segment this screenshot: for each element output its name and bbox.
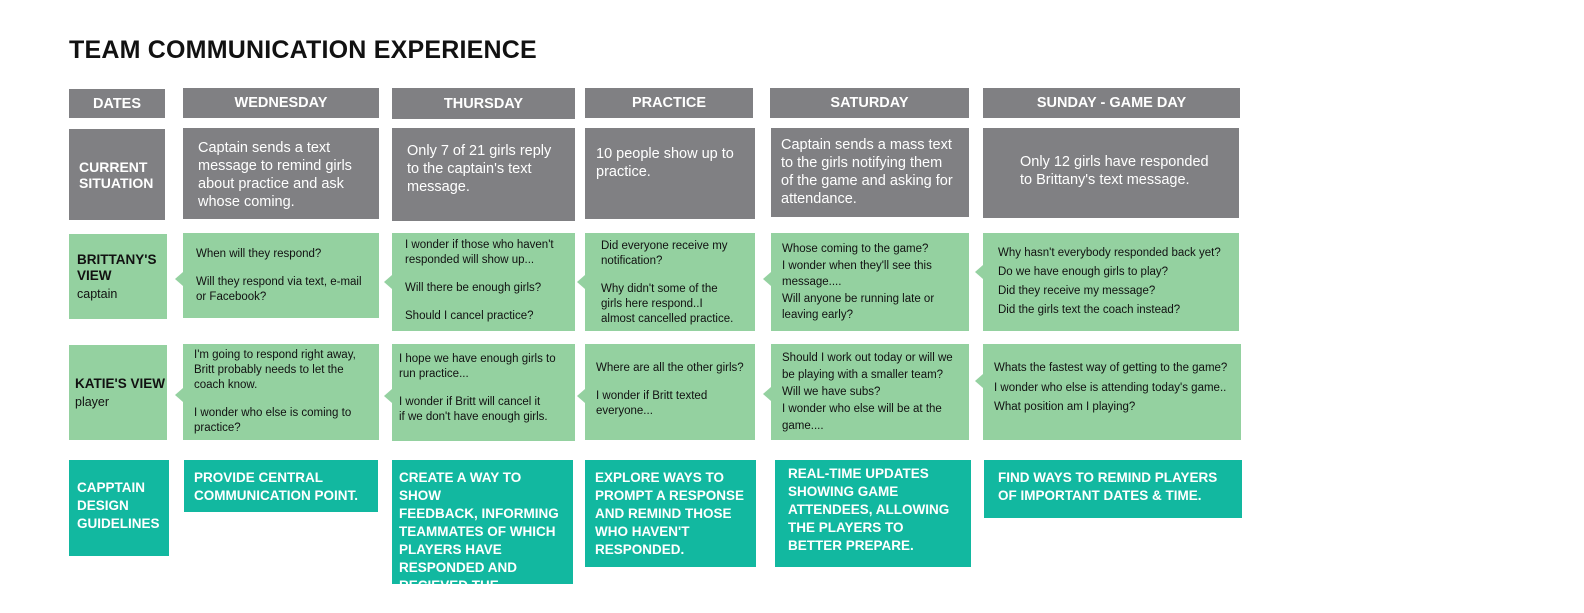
text-line: I wonder when they'll see this xyxy=(782,259,932,272)
text-line: Will they respond via text, e-mail xyxy=(196,276,362,288)
text-line: Only 12 girls have responded xyxy=(1020,154,1209,170)
text-line: PROVIDE CENTRAL xyxy=(194,470,324,485)
row-label-katies-view xyxy=(69,345,167,440)
text-line: Will we have subs? xyxy=(782,386,881,398)
current-practice xyxy=(585,128,755,219)
header-dates-label: DATES xyxy=(92,95,142,112)
text-line: Will anyone be running late or xyxy=(782,292,935,305)
text-line: Did they receive my message? xyxy=(998,285,1156,297)
text-line: whose coming. xyxy=(198,194,295,210)
text-line: What position am I playing? xyxy=(994,401,1136,413)
brittany-sunday xyxy=(983,233,1239,331)
katie-wednesday xyxy=(183,344,379,440)
text-line: Captain sends a mass text xyxy=(781,137,952,153)
text-line: FIND WAYS TO REMIND PLAYERS xyxy=(998,470,1218,485)
current-thursday xyxy=(392,128,575,221)
text-line: Should I cancel practice? xyxy=(405,310,534,322)
text-line: SHOWING GAME xyxy=(788,484,899,499)
text-line: message. xyxy=(407,179,470,195)
header-thursday xyxy=(392,88,575,119)
pointer-arrow-icon xyxy=(577,389,585,403)
text-line: message.... xyxy=(782,276,842,288)
text-line: I wonder who else will be at the xyxy=(782,403,942,415)
text-line: of the game and asking for xyxy=(781,173,953,189)
pointer-arrow-icon xyxy=(175,272,183,286)
row-label-line: GUIDELINES xyxy=(77,516,160,531)
text-line: Whats the fastest way of getting to the game? xyxy=(994,362,1228,374)
header-practice xyxy=(585,88,753,118)
text-line: about practice and ask xyxy=(198,176,344,192)
header-wednesday xyxy=(183,88,379,118)
header-saturday xyxy=(770,88,969,118)
text-line: leaving early? xyxy=(782,309,853,321)
row-label-line: BRITTANY'S xyxy=(77,251,157,267)
text-line: AND REMIND THOSE xyxy=(595,506,732,521)
pointer-arrow-icon xyxy=(763,272,771,286)
text-line: Britt probably needs to let the xyxy=(194,364,344,376)
guideline-practice xyxy=(585,460,756,567)
row-label-line: DESIGN xyxy=(77,498,129,513)
text-line: I wonder if those who haven't xyxy=(405,239,554,251)
text-line: Why hasn't everybody responded back yet? xyxy=(998,247,1221,259)
text-line: REAL-TIME UPDATES xyxy=(788,466,929,481)
text-line: Do we have enough girls to play? xyxy=(998,266,1169,278)
text-line: coach know. xyxy=(194,379,258,391)
row-label-line: KATIE'S VIEW xyxy=(75,375,165,391)
text-line: PLAYERS HAVE xyxy=(399,542,502,557)
text-line: Captain sends a text xyxy=(198,140,331,156)
text-line: COMMUNICATION POINT. xyxy=(194,488,358,503)
pointer-arrow-icon xyxy=(384,275,392,289)
header-sunday xyxy=(983,88,1240,118)
pointer-arrow-icon xyxy=(384,389,392,403)
text-line: be playing with a smaller team? xyxy=(782,369,944,381)
row-label-line: SITUATION xyxy=(79,174,154,191)
pointer-arrow-icon xyxy=(175,388,183,402)
text-line: Did the girls text the coach instead? xyxy=(998,304,1181,316)
pointer-arrow-icon xyxy=(975,265,983,279)
guideline-saturday xyxy=(775,460,971,567)
pointer-arrow-icon xyxy=(577,275,585,289)
header-sunday-label: SUNDAY - GAME DAY xyxy=(1036,95,1187,111)
current-sunday xyxy=(983,128,1239,218)
text-line: OF IMPORTANT DATES & TIME. xyxy=(998,488,1202,503)
text-line: WHO HAVEN'T xyxy=(595,524,690,539)
text-line: I wonder who else is attending today's game.. xyxy=(994,381,1227,394)
text-line: RECIEVED THE MESSAGE. xyxy=(399,578,499,611)
text-line: TEAMMATES OF WHICH xyxy=(399,524,556,539)
header-wednesday-label: WEDNESDAY xyxy=(234,95,328,111)
text-line: girls here respond..I xyxy=(601,298,703,310)
text-line: Should I work out today or will we xyxy=(782,352,953,364)
text-line: or Facebook? xyxy=(196,291,267,303)
text-line: Only 7 of 21 girls reply xyxy=(407,143,552,159)
text-line: THE PLAYERS TO xyxy=(788,520,904,535)
text-line: almost cancelled practice. xyxy=(601,313,734,325)
text-line: if we don't have enough girls. xyxy=(399,411,548,423)
pointer-arrow-icon xyxy=(975,374,983,388)
text-line: I'm going to respond right away, xyxy=(194,349,356,361)
text-line: to the captain's text xyxy=(407,161,532,177)
guideline-sunday xyxy=(984,460,1242,518)
header-dates xyxy=(69,89,165,118)
text-line: Will there be enough girls? xyxy=(405,282,542,294)
text-line: I hope we have enough girls to xyxy=(399,353,556,365)
brittany-wednesday xyxy=(183,233,379,318)
text-line: practice. xyxy=(596,164,651,180)
katie-thursday xyxy=(392,344,575,441)
current-wednesday xyxy=(183,128,379,219)
text-line: message to remind girls xyxy=(198,158,352,174)
text-line: EXPLORE WAYS TO xyxy=(595,470,725,485)
header-thursday-label: THURSDAY xyxy=(443,95,524,112)
row-sublabel: player xyxy=(75,394,110,409)
text-line: FEEDBACK, INFORMING xyxy=(399,506,559,521)
text-line: BETTER PREPARE. xyxy=(788,538,914,553)
page-title: TEAM COMMUNICATION EXPERIENCE xyxy=(69,36,537,64)
katie-practice xyxy=(585,344,755,440)
current-saturday xyxy=(771,128,969,217)
header-practice-label: PRACTICE xyxy=(631,95,707,111)
text-line: 10 people show up to xyxy=(596,146,734,162)
text-line: game.... xyxy=(782,420,824,432)
guideline-wednesday xyxy=(184,460,378,512)
pointer-arrow-icon xyxy=(763,387,771,401)
text-line: to the girls notifying them xyxy=(781,155,943,171)
row-label-design-guidelines xyxy=(69,460,169,556)
row-label-line: CAPPTAIN xyxy=(77,480,146,495)
text-line: Where are all the other girls? xyxy=(596,362,744,374)
katie-sunday xyxy=(983,344,1241,440)
text-line: notification? xyxy=(601,255,663,267)
text-line: everyone... xyxy=(596,405,653,417)
row-label-current-situation xyxy=(69,129,165,220)
brittany-thursday xyxy=(392,233,575,331)
brittany-practice xyxy=(585,233,755,331)
row-label-brittanys-view xyxy=(69,234,167,319)
guideline-thursday xyxy=(392,460,573,611)
text-line: I wonder if Britt will cancel it xyxy=(399,396,541,408)
text-line: Whose coming to the game? xyxy=(782,243,929,255)
text-line: RESPONDED. xyxy=(595,542,685,557)
text-line: RESPONDED AND xyxy=(399,560,518,575)
text-line: practice? xyxy=(194,422,241,434)
text-line: Did everyone receive my xyxy=(601,240,728,252)
brittany-saturday xyxy=(771,233,969,331)
header-saturday-label: SATURDAY xyxy=(830,95,909,111)
text-line: When will they respond? xyxy=(196,248,322,260)
row-sublabel: captain xyxy=(77,286,118,301)
row-label-line: CURRENT xyxy=(79,158,148,175)
katie-saturday xyxy=(771,344,969,440)
text-line: I wonder who else is coming to xyxy=(194,407,352,419)
text-line: ATTENDEES, ALLOWING xyxy=(788,502,950,517)
text-line: run practice... xyxy=(399,368,469,380)
text-line: CREATE A WAY TO SHOW xyxy=(399,470,522,503)
text-line: Why didn't some of the xyxy=(601,283,718,295)
text-line: to Brittany's text message. xyxy=(1020,172,1190,188)
text-line: responded will show up... xyxy=(405,254,535,266)
row-label-line: VIEW xyxy=(77,267,112,283)
text-line: I wonder if Britt texted xyxy=(596,390,708,402)
text-line: PROMPT A RESPONSE xyxy=(595,488,745,503)
text-line: attendance. xyxy=(781,191,857,207)
